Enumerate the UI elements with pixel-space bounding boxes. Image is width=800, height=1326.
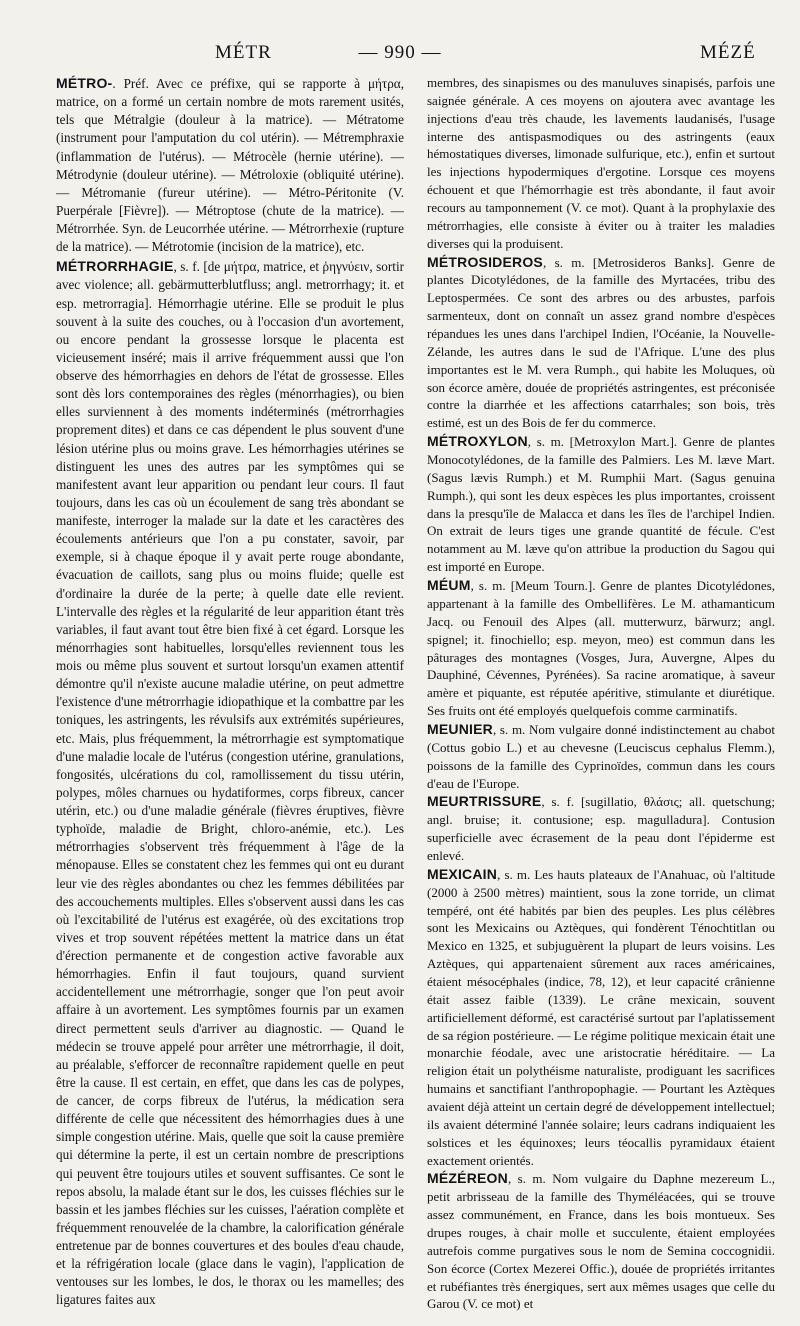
dictionary-entry-continuation xyxy=(427,74,775,253)
headword: MÉTRORRHAGIE xyxy=(56,258,174,275)
entry-text: . Préf. Avec ce préfixe, qui se rapporte à μήτρα, matrice, on a formé un certain nombre de mots rarement usités, tels que Métralgie (douleur à la matrice). — Métratome (instrument pour l'amputation du col utérin). — Métremphraxie (inflammation de l'utérus). — Métrocèle (hernie utérine). — Métrodynie (douleur utérine). — Métroloxie (obliquité utérine). — Métromanie (fureur utérine). — Métro-Péritonite (V. Puerpérale [Fièvre]). — Métroptose (chute de la matrice). — Métrorrhée. Syn. de Leucorrhée utérine. — Métrorrhexie (rupture de la matrice). — Métrotomie (incision de la matrice), etc. xyxy=(56,76,404,255)
dictionary-entry-meum xyxy=(427,577,775,720)
entry-text: , s. f. [de μήτρα, matrice, et ῥηγνύειν, sortir avec violence; all. gebärmutterblutfluss; angl. metrorrhagy; it. et esp. metrorragia]. Hémorrhagie utérine. Elle se produit le plus souvent à la suite des couches, ou à l'occasion d'un avortement, ou encore pendant la grossesse lorsque le placenta est vicieusement inséré; mais il arrive fréquemment aussi que l'on observe des hémorrhagies en dehors de l'état de grossesse. Elles sont dès lors contemporaines des règles (ménorrhagies), ou bien elles surviennent à des moments indéterminés (métrorrhagies proprement dites) et dans ce cas dépendent le plus souvent d'une lésion utérine plus ou moins grave. Les hémorrhagies utérines se distinguent les unes des autres par les symptômes qui se manifestent avant leur apparition ou pendant leur cours. Il faut toujours, dans les cas où un écoulement de sang très abondant se manifeste, interroger la malade sur la date et les caractères des écoulements antérieurs que l'on a pu constater, savoir, par exemple, si à chaque époque il y avait perte rouge abondante, évacuation de caillots, sang plus ou moins fluide; quelle est d'ordinaire la durée de la perte; à quelle date elle revient. L'intervalle des règles et la régularité de leur apparition étant très variables, il faut avant tout être bien fixé à cet égard. Lorsque les ménorrhagies sont habituelles, lorsqu'elles reviennent tous les mois ou même plus souvent et surtout lorsqu'un examen attentif démontre qu'il n'existe aucune maladie utérine, on peut admettre l'existence d'une métrorrhagie idiopathique et la combattre par les toniques, les astringents, les révulsifs aux extrémités supérieures, etc. Mais, plus fréquemment, la métrorrhagie est symptomatique d'une maladie locale de l'utérus (congestion utérine, granulations, fongosités, ulcérations du col, ramollissement du tissu utérin, polypes, môles charnues ou hydatiformes, corps fibreux, cancer utérin, etc.) ou d'une maladie générale (fièvres éruptives, fièvre typhoïde, maladie de Bright, chloro-anémie, etc.). Les métrorrhagies s'observent très fréquemment à l'âge de la ménopause. Elles se constatent chez les femmes qui ont eu durant leur vie des règles abondantes ou chez les femmes débilitées par des accouchements multiples. Elles s'observent aussi dans les cas où l'excitabilité de l'utérus est exagérée, où des excitations trop vives et trop souvent répétées mettent la matrice dans un état d'érection permanente et de congestion active favorable aux hémorrhagies. Enfin il faut toujours, quand survient accidentellement une métrorrhagie, songer que l'on peut avoir affaire à un avortement. Les symptômes fournis par un examen direct permettent seuls d'arriver au diagnostic. — Quand le médecin se trouve appelé pour arrêter une métrorrhagie, il doit, au préalable, s'efforcer de reconnaître rapidement quelle en peut être la cause. Il est certain, en effet, que dans les cas de polypes, de cancer, de corps fibreux de l'utérus, la médication sera différente de celle que nécessitent des hémorrhagies dues à une simple congestion utérine. Mais, quelle que soit la cause première qui détermine la perte, il est un certain nombre de prescriptions qui peuvent être toujours utiles et souvent suffisantes. Ce sont le repos absolu, la malade étant sur le dos, les cuisses fléchies sur le bassin et les jambes fléchies sur les cuisses, l'aération complète et fréquemment renouvelée de la chambre, la calorification générale entretenue par de bonnes couvertures et des boules d'eau chaude, et la réfrigération locale (glace dans le vagin), l'application de ventouses sur les lombes, le dos, le thorax ou les mamelles; des ligatures faites aux xyxy=(56,259,404,1308)
page-number: — 990 — xyxy=(358,42,442,63)
right-column xyxy=(427,74,775,1314)
entry-text: , s. m. [Meum Tourn.]. Genre de plantes Dicotylédones, appartenant à la famille des Ombellifères. Le M. athamanticum Jacq. ou Fenouil des Alpes (all. mutterwurz, bärwurz; angl. spignel; it. finochiello; esp. meyon, meo) est commun dans les pâturages des montagnes (Vosges, Jura, Auvergne, Alpes du Dauphiné, Cévennes, Pyrénées). Sa racine aromatique, à saveur amère et piquante, est réputée apéritive, stimulante et diurétique. Ses fruits ont été employés quelquefois comme carminatifs. xyxy=(427,578,775,719)
header-right-guideword: MÉZÉ xyxy=(700,42,756,63)
dictionary-entry-metroxylon xyxy=(427,433,775,576)
dictionary-entry-metrosideros xyxy=(427,254,775,433)
entry-text: , s. m. Nom vulgaire du Daphne mezereum L., petit arbrisseau de la famille des Thyméléacées, qui se trouve assez communément, en France, dans les bois montueux. Ses drupes rouges, à chair molle et succulente, étaient employées autrefois comme purgatives sous le nom de Semina coccognidii. Son écorce (Cortex Mezerei Offic.), douée de propriétés irritantes et rubéfiantes très énergiques, sert aux mêmes usages que celle du Garou (V. ce mot) et xyxy=(427,1171,775,1312)
entry-text: , s. f. [sugillatio, θλάσις; all. quetschung; angl. bruise; it. contusione; esp. magulladura]. Contusion superficielle avec écrasement de la peau dont l'épiderme est enlevé. xyxy=(427,794,775,863)
dictionary-entry-mexicain xyxy=(427,866,775,1170)
entry-text: , s. m. [Metrosideros Banks]. Genre de plantes Dicotylédones, de la famille des Myrtacées, tribu des Leptospermées. Ce sont des arbres ou des arbustes, parfois sarmenteux, dont on connaît un assez grand nombre d'espèces répandues les unes dans l'archipel Indien, l'Océanie, la Nouvelle-Zélande, les autres dans le sud de l'Afrique. L'une des plus importantes est le M. vera Rumph., qui habite les Moluques, où son écorce amère, douée de propriétés astringentes, est préconisée contre la diarrhée et les affections catarrhales; son bois, très estimé, est un des Bois de fer du commerce. xyxy=(427,254,775,431)
running-header xyxy=(0,42,800,72)
headword: MÉTROSIDEROS xyxy=(427,253,543,270)
headword: MEURTRISSURE xyxy=(427,793,542,810)
dictionary-entry-meurtrissure xyxy=(427,793,775,864)
headword: MÉTROXYLON xyxy=(427,433,528,450)
entry-text: membres, des sinapismes ou des manuluves sinapisés, parfois une saignée générale. A ces moyens on ajoutera avec avantage les injections d'eau très chaude, les lavements laudanisés, l'usage interne des antispasmodiques ou des astringents (eaux hémostatiques diverses, limonade sulfurique, etc.), enfin et surtout les injections hypodermiques d'ergotine. Lorsque ces moyens échouent et que l'hémorrhagie est très abondante, il faut avoir recours au tamponnement (V. ce mot). Quant à la prophylaxie des métrorrhagies, elle consiste à éviter ou à traiter les maladies diverses qui la produisent. xyxy=(427,75,775,251)
dictionary-entry-mezereon xyxy=(427,1170,775,1313)
headword: MÉTRO- xyxy=(56,75,113,91)
dictionary-entry-metrorrhagie xyxy=(56,257,404,1309)
dictionary-entry-metro xyxy=(56,74,404,256)
dictionary-entry-meunier xyxy=(427,721,775,792)
headword: MÉZÉREON xyxy=(427,1170,508,1187)
header-left-guideword: MÉTR xyxy=(215,42,272,63)
headword: MÉUM xyxy=(427,577,471,594)
entry-text: , s. m. Nom vulgaire donné indistinctement au chabot (Cottus gobio L.) et au chevesne (Leuciscus cephalus Flemm.), poissons de la famille des Cyprinoïdes, commun dans les cours d'eau de l'Europe. xyxy=(427,721,775,791)
left-column xyxy=(56,74,404,1314)
entry-text: , s. m. Les hauts plateaux de l'Anahuac, où l'altitude (2000 à 2500 mètres) maintient, sous la zone torride, un climat tempéré, ont été habités par bien des peuples. Les plus célèbres sont les Mexicains ou Aztèques, qui fondèrent Ténochtitlan ou Mexico en 1325, et subjuguèrent la plupart de leurs voisins. Les Aztèques, qui appartenaient sûrement aux races américaines, étaient mésocéphales (indice, 78, 12), et leur capacité crânienne était assez faible (1339). Le crâne mexicain, souvent artificiellement déformé, est caractérisé surtout par l'aplatissement de sa région postérieure. — Le régime politique mexicain était une monarchie féodale, avec une aristocratie héréditaire. — La religion était un polythéisme naturaliste, prodiguant les sacrifices humains et sanctifiant l'anthropophagie. — Pourtant les Aztèques avaient déjà atteint un certain degré de développement intellectuel; ils avaient déterminé l'année solaire; leurs cadrans indiquaient les solstices et les équinoxes; leurs téocallis pyramidaux étaient exactement orientés. xyxy=(427,866,775,1168)
entry-text: , s. m. [Metroxylon Mart.]. Genre de plantes Monocotylédones, de la famille des Palmiers. Les M. læve Mart. (Sagus lævis Rumph.) et M. Rumphii Mart. (Sagus genuina Rumph.), qui sont les deux espèces les plus importantes, croissent dans la presqu'île de Malacca et dans les îles de l'archipel Indien. On extrait de leurs tiges une grande quantité de fécule. C'est notamment au M. læve qu'on attribue la production du Sagou qui est importé en Europe. xyxy=(427,434,775,575)
headword: MEUNIER xyxy=(427,720,493,737)
headword: MEXICAIN xyxy=(427,865,498,882)
